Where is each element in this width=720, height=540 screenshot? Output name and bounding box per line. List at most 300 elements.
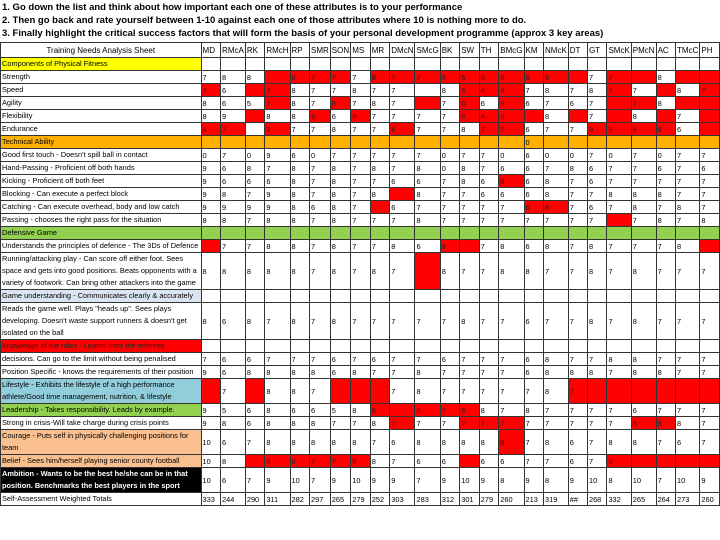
rating-cell[interactable]: 7 bbox=[351, 162, 370, 175]
rating-cell[interactable]: 8 bbox=[221, 214, 246, 227]
rating-cell[interactable]: 7 bbox=[587, 71, 606, 84]
rating-cell[interactable]: 8 bbox=[499, 240, 524, 253]
rating-cell[interactable]: 8 bbox=[676, 201, 700, 214]
rating-cell[interactable]: 9 bbox=[310, 110, 331, 123]
rating-cell[interactable]: 6 bbox=[479, 188, 498, 201]
rating-cell[interactable]: 0 bbox=[544, 149, 569, 162]
rating-cell[interactable]: 7 bbox=[390, 110, 415, 123]
rating-cell[interactable] bbox=[245, 290, 264, 303]
rating-cell[interactable]: 7 bbox=[568, 253, 587, 290]
rating-cell[interactable]: 8 bbox=[460, 430, 480, 455]
rating-cell[interactable]: 0 bbox=[201, 149, 221, 162]
rating-cell[interactable]: 6 bbox=[460, 97, 480, 110]
rating-cell[interactable]: 9 bbox=[524, 468, 543, 493]
rating-cell[interactable]: 7 bbox=[700, 404, 720, 417]
rating-cell[interactable]: 7 bbox=[265, 84, 290, 97]
rating-cell[interactable]: 8 bbox=[290, 201, 309, 214]
rating-cell[interactable]: 6 bbox=[245, 353, 264, 366]
rating-cell[interactable]: 7 bbox=[499, 417, 524, 430]
rating-cell[interactable]: 6 bbox=[499, 188, 524, 201]
rating-cell[interactable] bbox=[390, 136, 415, 149]
rating-cell[interactable]: 7 bbox=[479, 417, 498, 430]
rating-cell[interactable] bbox=[351, 340, 370, 353]
rating-cell[interactable]: 7 bbox=[370, 430, 390, 455]
rating-cell[interactable] bbox=[479, 136, 498, 149]
rating-cell[interactable] bbox=[607, 97, 631, 110]
rating-cell[interactable]: 7 bbox=[568, 201, 587, 214]
rating-cell[interactable]: 7 bbox=[415, 123, 440, 136]
rating-cell[interactable]: 6 bbox=[245, 404, 264, 417]
rating-cell[interactable]: 8 bbox=[310, 417, 331, 430]
rating-cell[interactable] bbox=[544, 58, 569, 71]
rating-cell[interactable]: 8 bbox=[587, 240, 606, 253]
rating-cell[interactable]: 7 bbox=[676, 253, 700, 290]
rating-cell[interactable]: 8 bbox=[656, 71, 675, 84]
rating-cell[interactable]: 10 bbox=[290, 468, 309, 493]
rating-cell[interactable]: 8 bbox=[499, 430, 524, 455]
rating-cell[interactable]: 6 bbox=[201, 123, 221, 136]
rating-cell[interactable] bbox=[440, 136, 459, 149]
rating-cell[interactable]: 8 bbox=[221, 188, 246, 201]
rating-cell[interactable]: 7 bbox=[221, 379, 246, 404]
rating-cell[interactable]: 7 bbox=[479, 253, 498, 290]
rating-cell[interactable] bbox=[245, 455, 264, 468]
rating-cell[interactable]: 6 bbox=[568, 455, 587, 468]
rating-cell[interactable]: 7 bbox=[676, 175, 700, 188]
rating-cell[interactable] bbox=[607, 136, 631, 149]
rating-cell[interactable] bbox=[290, 340, 309, 353]
rating-cell[interactable]: 9 bbox=[265, 468, 290, 493]
rating-cell[interactable] bbox=[390, 227, 415, 240]
rating-cell[interactable]: 7 bbox=[460, 188, 480, 201]
rating-cell[interactable]: 8 bbox=[370, 97, 390, 110]
rating-cell[interactable] bbox=[390, 290, 415, 303]
rating-cell[interactable]: 8 bbox=[544, 353, 569, 366]
rating-cell[interactable]: 7 bbox=[499, 123, 524, 136]
rating-cell[interactable]: 8 bbox=[631, 366, 656, 379]
rating-cell[interactable]: 8 bbox=[544, 84, 569, 97]
rating-cell[interactable] bbox=[330, 58, 350, 71]
rating-cell[interactable]: 311 bbox=[265, 493, 290, 506]
rating-cell[interactable]: 8 bbox=[631, 303, 656, 340]
rating-cell[interactable]: 8 bbox=[479, 404, 498, 417]
rating-cell[interactable]: 7 bbox=[201, 353, 221, 366]
rating-cell[interactable]: 7 bbox=[415, 417, 440, 430]
rating-cell[interactable]: 8 bbox=[330, 188, 350, 201]
rating-cell[interactable]: 7 bbox=[310, 253, 331, 290]
rating-cell[interactable] bbox=[607, 214, 631, 227]
rating-cell[interactable]: 6 bbox=[587, 201, 606, 214]
rating-cell[interactable]: 7 bbox=[390, 353, 415, 366]
rating-cell[interactable]: 7 bbox=[440, 188, 459, 201]
rating-cell[interactable]: 7 bbox=[351, 353, 370, 366]
rating-cell[interactable]: 8 bbox=[290, 110, 309, 123]
rating-cell[interactable]: 7 bbox=[568, 240, 587, 253]
rating-cell[interactable]: 252 bbox=[370, 493, 390, 506]
rating-cell[interactable]: 7 bbox=[631, 175, 656, 188]
rating-cell[interactable] bbox=[568, 58, 587, 71]
rating-cell[interactable]: 6 bbox=[440, 353, 459, 366]
rating-cell[interactable] bbox=[499, 290, 524, 303]
rating-cell[interactable] bbox=[587, 58, 606, 71]
rating-cell[interactable]: 6 bbox=[656, 123, 675, 136]
rating-cell[interactable] bbox=[201, 227, 221, 240]
rating-cell[interactable] bbox=[524, 340, 543, 353]
rating-cell[interactable]: 8 bbox=[245, 162, 264, 175]
rating-cell[interactable]: 8 bbox=[460, 123, 480, 136]
rating-cell[interactable]: 9 bbox=[201, 162, 221, 175]
rating-cell[interactable] bbox=[265, 340, 290, 353]
rating-cell[interactable]: 7 bbox=[676, 404, 700, 417]
rating-cell[interactable]: 7 bbox=[524, 84, 543, 97]
rating-cell[interactable]: 6 bbox=[499, 71, 524, 84]
rating-cell[interactable]: 8 bbox=[631, 430, 656, 455]
rating-cell[interactable]: 5 bbox=[245, 97, 264, 110]
rating-cell[interactable]: 8 bbox=[440, 253, 459, 290]
rating-cell[interactable]: 6 bbox=[479, 97, 498, 110]
rating-cell[interactable]: 7 bbox=[631, 214, 656, 227]
rating-cell[interactable]: 8 bbox=[631, 353, 656, 366]
rating-cell[interactable]: 7 bbox=[700, 188, 720, 201]
rating-cell[interactable]: 7 bbox=[415, 149, 440, 162]
rating-cell[interactable] bbox=[499, 227, 524, 240]
rating-cell[interactable]: 6 bbox=[568, 430, 587, 455]
rating-cell[interactable]: 8 bbox=[544, 240, 569, 253]
rating-cell[interactable]: 5 bbox=[221, 404, 246, 417]
rating-cell[interactable]: 333 bbox=[201, 493, 221, 506]
rating-cell[interactable]: 8 bbox=[568, 366, 587, 379]
rating-cell[interactable]: 7 bbox=[351, 123, 370, 136]
rating-cell[interactable]: 7 bbox=[499, 201, 524, 214]
rating-cell[interactable]: 7 bbox=[310, 188, 331, 201]
rating-cell[interactable]: 10 bbox=[201, 468, 221, 493]
rating-cell[interactable]: 9 bbox=[221, 201, 246, 214]
rating-cell[interactable] bbox=[631, 340, 656, 353]
rating-cell[interactable]: 6 bbox=[330, 110, 350, 123]
rating-cell[interactable] bbox=[290, 227, 309, 240]
rating-cell[interactable]: 9 bbox=[440, 468, 459, 493]
rating-cell[interactable]: 7 bbox=[310, 353, 331, 366]
rating-cell[interactable]: 8 bbox=[656, 188, 675, 201]
rating-cell[interactable] bbox=[568, 340, 587, 353]
rating-cell[interactable] bbox=[221, 136, 246, 149]
rating-cell[interactable]: 7 bbox=[479, 379, 498, 404]
rating-cell[interactable]: 9 bbox=[330, 468, 350, 493]
rating-cell[interactable]: 7 bbox=[607, 84, 631, 97]
rating-cell[interactable] bbox=[265, 290, 290, 303]
rating-cell[interactable] bbox=[201, 240, 221, 253]
rating-cell[interactable]: 0 bbox=[440, 149, 459, 162]
rating-cell[interactable]: 7 bbox=[370, 123, 390, 136]
rating-cell[interactable]: 8 bbox=[370, 417, 390, 430]
rating-cell[interactable] bbox=[370, 379, 390, 404]
rating-cell[interactable]: 6 bbox=[676, 123, 700, 136]
rating-cell[interactable]: 6 bbox=[221, 353, 246, 366]
rating-cell[interactable]: 7 bbox=[587, 455, 606, 468]
rating-cell[interactable] bbox=[631, 290, 656, 303]
rating-cell[interactable]: 7 bbox=[607, 366, 631, 379]
rating-cell[interactable]: 7 bbox=[390, 84, 415, 97]
rating-cell[interactable] bbox=[676, 58, 700, 71]
rating-cell[interactable]: 7 bbox=[351, 417, 370, 430]
rating-cell[interactable]: 7 bbox=[310, 214, 331, 227]
rating-cell[interactable] bbox=[221, 58, 246, 71]
rating-cell[interactable]: 8 bbox=[290, 430, 309, 455]
rating-cell[interactable]: 8 bbox=[330, 97, 350, 110]
rating-cell[interactable]: 6 bbox=[499, 455, 524, 468]
rating-cell[interactable]: 8 bbox=[440, 430, 459, 455]
rating-cell[interactable]: 8 bbox=[265, 379, 290, 404]
rating-cell[interactable] bbox=[700, 240, 720, 253]
rating-cell[interactable] bbox=[607, 58, 631, 71]
rating-cell[interactable]: 8 bbox=[607, 353, 631, 366]
rating-cell[interactable]: 10 bbox=[351, 468, 370, 493]
rating-cell[interactable]: 8 bbox=[607, 430, 631, 455]
rating-cell[interactable]: 7 bbox=[245, 214, 264, 227]
rating-cell[interactable]: 7 bbox=[221, 240, 246, 253]
rating-cell[interactable]: 7 bbox=[415, 110, 440, 123]
rating-cell[interactable]: 282 bbox=[290, 493, 309, 506]
rating-cell[interactable]: 8 bbox=[700, 214, 720, 227]
rating-cell[interactable]: 7 bbox=[479, 366, 498, 379]
rating-cell[interactable]: 6 bbox=[245, 417, 264, 430]
rating-cell[interactable]: 7 bbox=[265, 97, 290, 110]
rating-cell[interactable]: 7 bbox=[460, 417, 480, 430]
rating-cell[interactable] bbox=[479, 58, 498, 71]
rating-cell[interactable]: 8 bbox=[221, 455, 246, 468]
rating-cell[interactable] bbox=[676, 97, 700, 110]
rating-cell[interactable] bbox=[499, 136, 524, 149]
rating-cell[interactable]: 7 bbox=[479, 303, 498, 340]
rating-cell[interactable]: 6 bbox=[221, 175, 246, 188]
rating-cell[interactable]: 8 bbox=[544, 366, 569, 379]
rating-cell[interactable] bbox=[245, 340, 264, 353]
rating-cell[interactable]: 8 bbox=[370, 71, 390, 84]
rating-cell[interactable]: 7 bbox=[479, 240, 498, 253]
rating-cell[interactable] bbox=[440, 227, 459, 240]
rating-cell[interactable] bbox=[440, 58, 459, 71]
rating-cell[interactable] bbox=[265, 58, 290, 71]
rating-cell[interactable]: 8 bbox=[351, 366, 370, 379]
rating-cell[interactable]: 8 bbox=[265, 240, 290, 253]
rating-cell[interactable] bbox=[631, 136, 656, 149]
rating-cell[interactable]: 8 bbox=[370, 162, 390, 175]
rating-cell[interactable] bbox=[544, 227, 569, 240]
rating-cell[interactable]: 6 bbox=[656, 162, 675, 175]
rating-cell[interactable]: 6 bbox=[440, 71, 459, 84]
rating-cell[interactable]: 8 bbox=[245, 253, 264, 290]
rating-cell[interactable]: 8 bbox=[265, 430, 290, 455]
rating-cell[interactable]: 7 bbox=[587, 188, 606, 201]
rating-cell[interactable]: 0 bbox=[310, 149, 331, 162]
rating-cell[interactable]: 8 bbox=[390, 123, 415, 136]
rating-cell[interactable]: 7 bbox=[631, 149, 656, 162]
rating-cell[interactable]: 6 bbox=[479, 455, 498, 468]
rating-cell[interactable]: 6 bbox=[390, 175, 415, 188]
rating-cell[interactable]: 8 bbox=[415, 162, 440, 175]
rating-cell[interactable]: 7 bbox=[568, 303, 587, 340]
rating-cell[interactable] bbox=[415, 84, 440, 97]
rating-cell[interactable]: 7 bbox=[676, 303, 700, 340]
rating-cell[interactable]: 7 bbox=[390, 97, 415, 110]
rating-cell[interactable] bbox=[265, 71, 290, 84]
rating-cell[interactable]: 7 bbox=[351, 97, 370, 110]
rating-cell[interactable]: 7 bbox=[330, 455, 350, 468]
rating-cell[interactable] bbox=[587, 379, 606, 404]
rating-cell[interactable] bbox=[351, 379, 370, 404]
rating-cell[interactable]: 7 bbox=[656, 175, 675, 188]
rating-cell[interactable]: 6 bbox=[524, 303, 543, 340]
rating-cell[interactable]: 8 bbox=[330, 162, 350, 175]
rating-cell[interactable]: 7 bbox=[440, 404, 459, 417]
rating-cell[interactable]: 7 bbox=[568, 353, 587, 366]
rating-cell[interactable]: 7 bbox=[587, 353, 606, 366]
rating-cell[interactable]: 8 bbox=[330, 123, 350, 136]
rating-cell[interactable]: 6 bbox=[700, 162, 720, 175]
rating-cell[interactable] bbox=[245, 58, 264, 71]
rating-cell[interactable]: 6 bbox=[631, 404, 656, 417]
rating-cell[interactable]: 8 bbox=[607, 123, 631, 136]
rating-cell[interactable]: 6 bbox=[221, 84, 246, 97]
rating-cell[interactable] bbox=[245, 123, 264, 136]
rating-cell[interactable]: 7 bbox=[587, 404, 606, 417]
rating-cell[interactable] bbox=[656, 58, 675, 71]
rating-cell[interactable]: 8 bbox=[330, 201, 350, 214]
rating-cell[interactable]: 7 bbox=[390, 379, 415, 404]
rating-cell[interactable]: 7 bbox=[390, 253, 415, 290]
rating-cell[interactable]: 8 bbox=[587, 123, 606, 136]
rating-cell[interactable]: 6 bbox=[440, 455, 459, 468]
rating-cell[interactable]: 7 bbox=[245, 188, 264, 201]
rating-cell[interactable]: 7 bbox=[479, 201, 498, 214]
rating-cell[interactable] bbox=[700, 97, 720, 110]
rating-cell[interactable] bbox=[370, 340, 390, 353]
rating-cell[interactable]: 6 bbox=[290, 404, 309, 417]
rating-cell[interactable]: 7 bbox=[479, 353, 498, 366]
rating-cell[interactable]: 7 bbox=[656, 468, 675, 493]
rating-cell[interactable]: 7 bbox=[479, 149, 498, 162]
rating-cell[interactable]: 8 bbox=[587, 253, 606, 290]
rating-cell[interactable]: 7 bbox=[700, 84, 720, 97]
rating-cell[interactable] bbox=[310, 227, 331, 240]
rating-cell[interactable]: 7 bbox=[607, 71, 631, 84]
rating-cell[interactable]: 7 bbox=[440, 379, 459, 404]
rating-cell[interactable]: 8 bbox=[290, 240, 309, 253]
rating-cell[interactable]: 7 bbox=[245, 240, 264, 253]
rating-cell[interactable] bbox=[499, 340, 524, 353]
rating-cell[interactable]: 8 bbox=[440, 240, 459, 253]
rating-cell[interactable] bbox=[460, 340, 480, 353]
rating-cell[interactable] bbox=[351, 290, 370, 303]
rating-cell[interactable]: 0 bbox=[568, 149, 587, 162]
rating-cell[interactable]: 8 bbox=[524, 253, 543, 290]
rating-cell[interactable] bbox=[245, 84, 264, 97]
rating-cell[interactable]: 7 bbox=[265, 162, 290, 175]
rating-cell[interactable]: 0 bbox=[499, 110, 524, 123]
rating-cell[interactable]: 8 bbox=[221, 71, 246, 84]
rating-cell[interactable]: 7 bbox=[499, 404, 524, 417]
rating-cell[interactable]: 9 bbox=[390, 468, 415, 493]
rating-cell[interactable]: 7 bbox=[631, 84, 656, 97]
rating-cell[interactable]: 6 bbox=[221, 303, 246, 340]
rating-cell[interactable]: 9 bbox=[370, 468, 390, 493]
rating-cell[interactable]: 7 bbox=[201, 71, 221, 84]
rating-cell[interactable] bbox=[544, 136, 569, 149]
rating-cell[interactable]: 8 bbox=[390, 240, 415, 253]
rating-cell[interactable]: 7 bbox=[370, 84, 390, 97]
rating-cell[interactable]: 279 bbox=[479, 493, 498, 506]
rating-cell[interactable] bbox=[656, 84, 675, 97]
rating-cell[interactable]: 8 bbox=[290, 214, 309, 227]
rating-cell[interactable]: 6 bbox=[524, 97, 543, 110]
rating-cell[interactable]: 7 bbox=[479, 162, 498, 175]
rating-cell[interactable] bbox=[310, 136, 331, 149]
rating-cell[interactable] bbox=[524, 227, 543, 240]
rating-cell[interactable]: 6 bbox=[370, 353, 390, 366]
rating-cell[interactable]: 6 bbox=[290, 149, 309, 162]
rating-cell[interactable]: 10 bbox=[676, 468, 700, 493]
rating-cell[interactable]: 7 bbox=[221, 123, 246, 136]
rating-cell[interactable] bbox=[676, 136, 700, 149]
rating-cell[interactable]: 0 bbox=[656, 149, 675, 162]
rating-cell[interactable] bbox=[479, 340, 498, 353]
rating-cell[interactable]: 7 bbox=[351, 149, 370, 162]
rating-cell[interactable]: 8 bbox=[631, 253, 656, 290]
rating-cell[interactable]: 6 bbox=[524, 71, 543, 84]
rating-cell[interactable] bbox=[700, 379, 720, 404]
rating-cell[interactable] bbox=[499, 58, 524, 71]
rating-cell[interactable] bbox=[460, 58, 480, 71]
rating-cell[interactable]: 6 bbox=[460, 404, 480, 417]
rating-cell[interactable]: 7 bbox=[351, 201, 370, 214]
rating-cell[interactable]: 8 bbox=[587, 84, 606, 97]
rating-cell[interactable] bbox=[656, 136, 675, 149]
rating-cell[interactable]: 7 bbox=[265, 353, 290, 366]
rating-cell[interactable]: 9 bbox=[221, 110, 246, 123]
rating-cell[interactable]: 7 bbox=[568, 123, 587, 136]
rating-cell[interactable]: 7 bbox=[607, 417, 631, 430]
rating-cell[interactable]: 7 bbox=[310, 175, 331, 188]
rating-cell[interactable] bbox=[656, 455, 675, 468]
rating-cell[interactable]: 7 bbox=[700, 175, 720, 188]
rating-cell[interactable]: 6 bbox=[221, 468, 246, 493]
rating-cell[interactable]: 7 bbox=[351, 71, 370, 84]
rating-cell[interactable]: 8 bbox=[265, 253, 290, 290]
rating-cell[interactable]: 7 bbox=[351, 253, 370, 290]
rating-cell[interactable] bbox=[607, 227, 631, 240]
rating-cell[interactable]: 7 bbox=[631, 97, 656, 110]
rating-cell[interactable]: 8 bbox=[265, 366, 290, 379]
rating-cell[interactable] bbox=[310, 58, 331, 71]
rating-cell[interactable]: 8 bbox=[499, 468, 524, 493]
rating-cell[interactable] bbox=[700, 110, 720, 123]
rating-cell[interactable]: 7 bbox=[460, 201, 480, 214]
rating-cell[interactable]: 297 bbox=[310, 493, 331, 506]
rating-cell[interactable]: 8 bbox=[544, 71, 569, 84]
rating-cell[interactable]: 7 bbox=[524, 455, 543, 468]
rating-cell[interactable]: 8 bbox=[587, 366, 606, 379]
rating-cell[interactable]: 6 bbox=[415, 455, 440, 468]
rating-cell[interactable]: 7 bbox=[544, 417, 569, 430]
rating-cell[interactable]: 332 bbox=[607, 493, 631, 506]
rating-cell[interactable] bbox=[524, 110, 543, 123]
rating-cell[interactable]: 8 bbox=[370, 253, 390, 290]
rating-cell[interactable]: 260 bbox=[700, 493, 720, 506]
rating-cell[interactable] bbox=[460, 240, 480, 253]
rating-cell[interactable]: 7 bbox=[544, 97, 569, 110]
rating-cell[interactable]: 4 bbox=[499, 84, 524, 97]
rating-cell[interactable]: 8 bbox=[310, 366, 331, 379]
